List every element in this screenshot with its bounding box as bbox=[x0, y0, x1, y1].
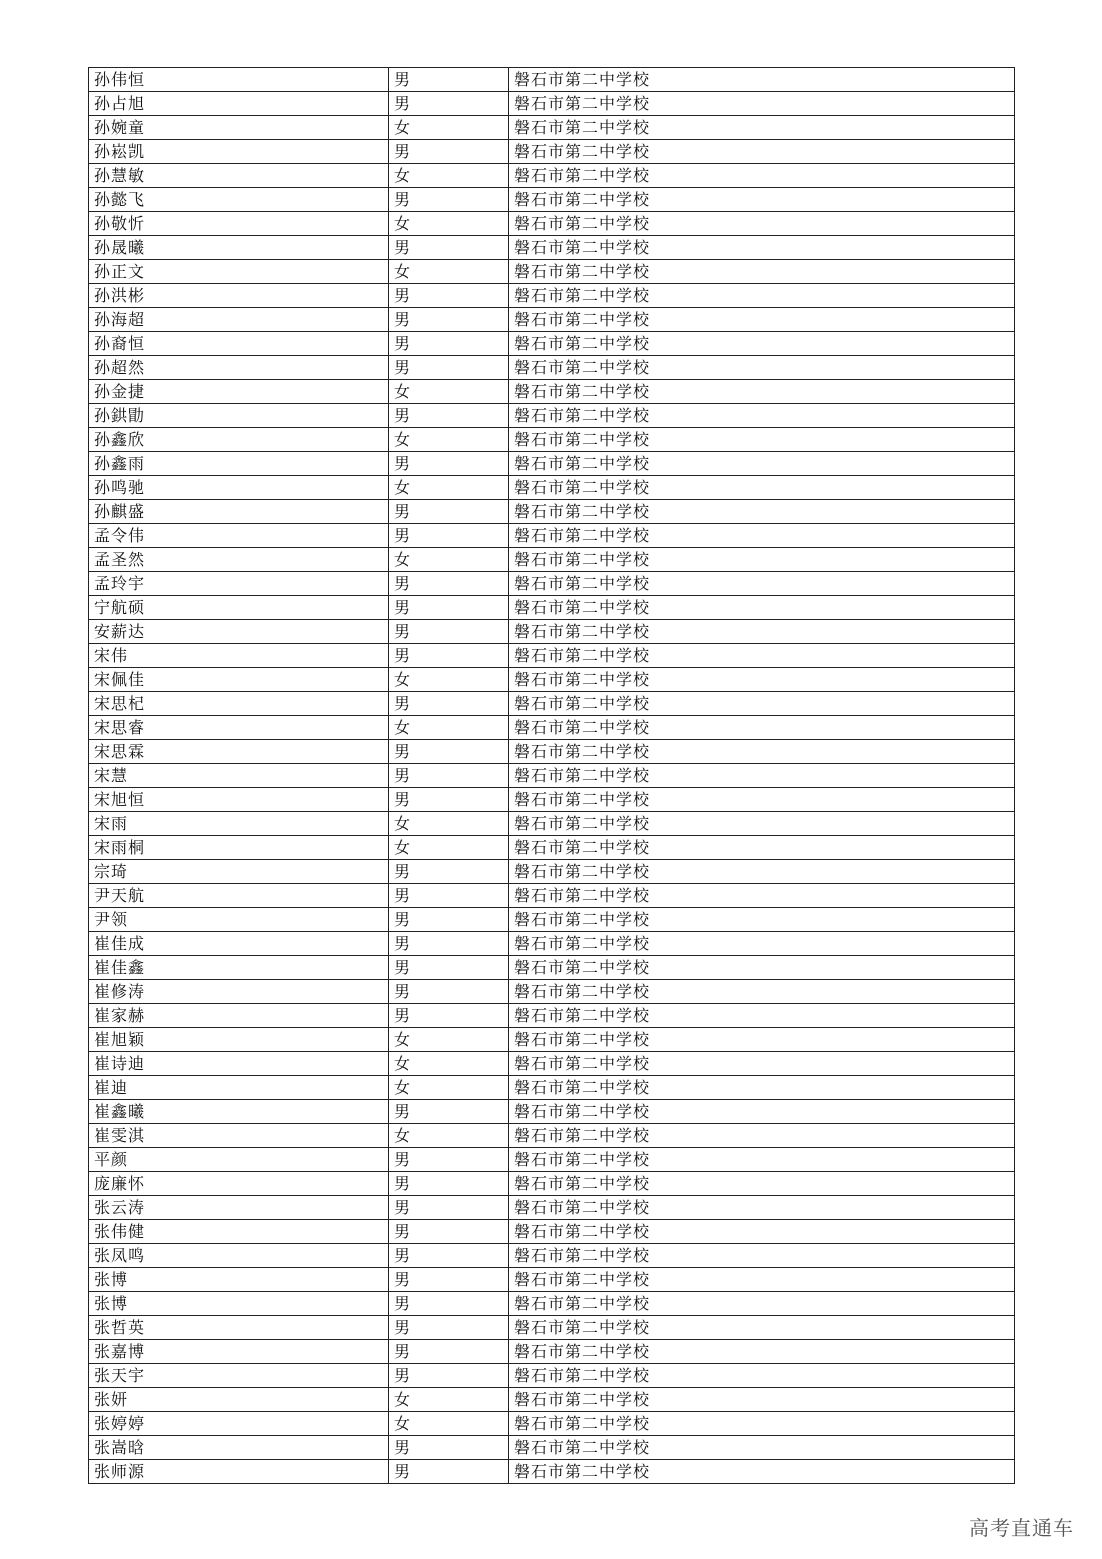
student-name-cell: 孙敬忻 bbox=[89, 212, 389, 236]
school-cell: 磐石市第二中学校 bbox=[509, 404, 1015, 428]
table-row bbox=[89, 1124, 1015, 1148]
gender-cell: 男 bbox=[389, 332, 509, 356]
school-cell: 磐石市第二中学校 bbox=[509, 1436, 1015, 1460]
gender-cell: 男 bbox=[389, 1316, 509, 1340]
school-cell: 磐石市第二中学校 bbox=[509, 884, 1015, 908]
school-cell: 磐石市第二中学校 bbox=[509, 956, 1015, 980]
table-row bbox=[89, 236, 1015, 260]
table-row bbox=[89, 428, 1015, 452]
gender-cell: 男 bbox=[389, 140, 509, 164]
student-name-cell: 孙懿飞 bbox=[89, 188, 389, 212]
student-name-cell: 孙金捷 bbox=[89, 380, 389, 404]
school-cell: 磐石市第二中学校 bbox=[509, 308, 1015, 332]
school-cell: 磐石市第二中学校 bbox=[509, 1100, 1015, 1124]
student-name-cell: 张博 bbox=[89, 1292, 389, 1316]
school-cell: 磐石市第二中学校 bbox=[509, 524, 1015, 548]
student-name-cell: 崔迪 bbox=[89, 1076, 389, 1100]
school-cell: 磐石市第二中学校 bbox=[509, 932, 1015, 956]
gender-cell: 男 bbox=[389, 1436, 509, 1460]
table-row bbox=[89, 380, 1015, 404]
student-name-cell: 宋雨 bbox=[89, 812, 389, 836]
student-name-cell: 孙超然 bbox=[89, 356, 389, 380]
school-cell: 磐石市第二中学校 bbox=[509, 356, 1015, 380]
student-name-cell: 崔佳成 bbox=[89, 932, 389, 956]
table-row bbox=[89, 164, 1015, 188]
school-cell: 磐石市第二中学校 bbox=[509, 1364, 1015, 1388]
student-name-cell: 孙鉷勖 bbox=[89, 404, 389, 428]
student-name-cell: 崔雯淇 bbox=[89, 1124, 389, 1148]
gender-cell: 男 bbox=[389, 1292, 509, 1316]
table-row bbox=[89, 740, 1015, 764]
student-name-cell: 宁航硕 bbox=[89, 596, 389, 620]
student-name-cell: 尹领 bbox=[89, 908, 389, 932]
table-row bbox=[89, 1364, 1015, 1388]
student-name-cell: 孙鸣驰 bbox=[89, 476, 389, 500]
table-row bbox=[89, 788, 1015, 812]
student-name-cell: 宋思睿 bbox=[89, 716, 389, 740]
gender-cell: 男 bbox=[389, 644, 509, 668]
table-row bbox=[89, 1388, 1015, 1412]
gender-cell: 男 bbox=[389, 1220, 509, 1244]
roster-body bbox=[89, 68, 1015, 1484]
student-roster-table bbox=[88, 67, 1015, 1484]
table-row bbox=[89, 548, 1015, 572]
gender-cell: 男 bbox=[389, 692, 509, 716]
student-name-cell: 孙崧凯 bbox=[89, 140, 389, 164]
table-row bbox=[89, 1244, 1015, 1268]
student-name-cell: 张师源 bbox=[89, 1460, 389, 1484]
student-name-cell: 崔家赫 bbox=[89, 1004, 389, 1028]
gender-cell: 男 bbox=[389, 1004, 509, 1028]
gender-cell: 女 bbox=[389, 836, 509, 860]
school-cell: 磐石市第二中学校 bbox=[509, 92, 1015, 116]
gender-cell: 男 bbox=[389, 1364, 509, 1388]
student-name-cell: 张哲英 bbox=[89, 1316, 389, 1340]
gender-cell: 男 bbox=[389, 956, 509, 980]
school-cell: 磐石市第二中学校 bbox=[509, 788, 1015, 812]
table-row bbox=[89, 764, 1015, 788]
school-cell: 磐石市第二中学校 bbox=[509, 476, 1015, 500]
school-cell: 磐石市第二中学校 bbox=[509, 836, 1015, 860]
gender-cell: 女 bbox=[389, 1124, 509, 1148]
table-row bbox=[89, 644, 1015, 668]
gender-cell: 男 bbox=[389, 1340, 509, 1364]
gender-cell: 男 bbox=[389, 92, 509, 116]
student-name-cell: 孙婉童 bbox=[89, 116, 389, 140]
school-cell: 磐石市第二中学校 bbox=[509, 116, 1015, 140]
table-row bbox=[89, 524, 1015, 548]
student-name-cell: 孟玲宇 bbox=[89, 572, 389, 596]
gender-cell: 男 bbox=[389, 1460, 509, 1484]
school-cell: 磐石市第二中学校 bbox=[509, 1316, 1015, 1340]
table-row bbox=[89, 404, 1015, 428]
table-row bbox=[89, 1412, 1015, 1436]
table-row bbox=[89, 956, 1015, 980]
gender-cell: 男 bbox=[389, 596, 509, 620]
student-name-cell: 崔旭颖 bbox=[89, 1028, 389, 1052]
table-row bbox=[89, 1340, 1015, 1364]
table-row bbox=[89, 836, 1015, 860]
watermark-text: 高考直通车 bbox=[969, 1516, 1074, 1540]
student-name-cell: 张博 bbox=[89, 1268, 389, 1292]
gender-cell: 女 bbox=[389, 1388, 509, 1412]
gender-cell: 男 bbox=[389, 1268, 509, 1292]
table-row bbox=[89, 1100, 1015, 1124]
table-row bbox=[89, 308, 1015, 332]
gender-cell: 女 bbox=[389, 476, 509, 500]
table-row bbox=[89, 188, 1015, 212]
student-name-cell: 张妍 bbox=[89, 1388, 389, 1412]
school-cell: 磐石市第二中学校 bbox=[509, 908, 1015, 932]
student-name-cell: 孙麒盛 bbox=[89, 500, 389, 524]
student-name-cell: 安薪达 bbox=[89, 620, 389, 644]
student-name-cell: 孙鑫雨 bbox=[89, 452, 389, 476]
gender-cell: 女 bbox=[389, 812, 509, 836]
school-cell: 磐石市第二中学校 bbox=[509, 212, 1015, 236]
gender-cell: 男 bbox=[389, 1148, 509, 1172]
table-row bbox=[89, 1028, 1015, 1052]
gender-cell: 男 bbox=[389, 764, 509, 788]
school-cell: 磐石市第二中学校 bbox=[509, 1124, 1015, 1148]
school-cell: 磐石市第二中学校 bbox=[509, 1292, 1015, 1316]
gender-cell: 男 bbox=[389, 404, 509, 428]
table-row bbox=[89, 668, 1015, 692]
student-name-cell: 崔鑫曦 bbox=[89, 1100, 389, 1124]
table-row bbox=[89, 260, 1015, 284]
table-row bbox=[89, 692, 1015, 716]
student-name-cell: 孙占旭 bbox=[89, 92, 389, 116]
school-cell: 磐石市第二中学校 bbox=[509, 668, 1015, 692]
school-cell: 磐石市第二中学校 bbox=[509, 1148, 1015, 1172]
student-name-cell: 平颜 bbox=[89, 1148, 389, 1172]
table-row bbox=[89, 1196, 1015, 1220]
student-name-cell: 张云涛 bbox=[89, 1196, 389, 1220]
gender-cell: 男 bbox=[389, 236, 509, 260]
gender-cell: 男 bbox=[389, 884, 509, 908]
gender-cell: 男 bbox=[389, 452, 509, 476]
table-row bbox=[89, 1172, 1015, 1196]
gender-cell: 女 bbox=[389, 380, 509, 404]
table-row bbox=[89, 68, 1015, 92]
student-name-cell: 孙伟恒 bbox=[89, 68, 389, 92]
school-cell: 磐石市第二中学校 bbox=[509, 1388, 1015, 1412]
gender-cell: 男 bbox=[389, 908, 509, 932]
student-name-cell: 张天宇 bbox=[89, 1364, 389, 1388]
gender-cell: 女 bbox=[389, 1052, 509, 1076]
gender-cell: 女 bbox=[389, 668, 509, 692]
student-name-cell: 宋思杞 bbox=[89, 692, 389, 716]
school-cell: 磐石市第二中学校 bbox=[509, 548, 1015, 572]
gender-cell: 男 bbox=[389, 572, 509, 596]
table-row bbox=[89, 1052, 1015, 1076]
gender-cell: 男 bbox=[389, 740, 509, 764]
school-cell: 磐石市第二中学校 bbox=[509, 620, 1015, 644]
table-row bbox=[89, 212, 1015, 236]
school-cell: 磐石市第二中学校 bbox=[509, 1196, 1015, 1220]
student-name-cell: 张嵩晗 bbox=[89, 1436, 389, 1460]
student-name-cell: 宋佩佳 bbox=[89, 668, 389, 692]
table-row bbox=[89, 620, 1015, 644]
student-name-cell: 庞廉怀 bbox=[89, 1172, 389, 1196]
table-row bbox=[89, 1292, 1015, 1316]
school-cell: 磐石市第二中学校 bbox=[509, 380, 1015, 404]
table-row bbox=[89, 812, 1015, 836]
gender-cell: 女 bbox=[389, 1076, 509, 1100]
table-row bbox=[89, 92, 1015, 116]
student-name-cell: 孙鑫欣 bbox=[89, 428, 389, 452]
gender-cell: 女 bbox=[389, 1412, 509, 1436]
gender-cell: 男 bbox=[389, 860, 509, 884]
school-cell: 磐石市第二中学校 bbox=[509, 1340, 1015, 1364]
school-cell: 磐石市第二中学校 bbox=[509, 68, 1015, 92]
table-row bbox=[89, 1436, 1015, 1460]
table-row bbox=[89, 332, 1015, 356]
table-row bbox=[89, 1076, 1015, 1100]
table-row bbox=[89, 284, 1015, 308]
table-row bbox=[89, 1316, 1015, 1340]
student-name-cell: 尹天航 bbox=[89, 884, 389, 908]
student-name-cell: 孙晟曦 bbox=[89, 236, 389, 260]
gender-cell: 男 bbox=[389, 356, 509, 380]
student-name-cell: 宗琦 bbox=[89, 860, 389, 884]
student-name-cell: 孟圣然 bbox=[89, 548, 389, 572]
gender-cell: 女 bbox=[389, 260, 509, 284]
student-name-cell: 孟令伟 bbox=[89, 524, 389, 548]
student-name-cell: 孙洪彬 bbox=[89, 284, 389, 308]
school-cell: 磐石市第二中学校 bbox=[509, 572, 1015, 596]
student-name-cell: 孙海超 bbox=[89, 308, 389, 332]
school-cell: 磐石市第二中学校 bbox=[509, 1268, 1015, 1292]
gender-cell: 女 bbox=[389, 164, 509, 188]
table-row bbox=[89, 116, 1015, 140]
school-cell: 磐石市第二中学校 bbox=[509, 260, 1015, 284]
gender-cell: 女 bbox=[389, 1028, 509, 1052]
school-cell: 磐石市第二中学校 bbox=[509, 452, 1015, 476]
school-cell: 磐石市第二中学校 bbox=[509, 716, 1015, 740]
school-cell: 磐石市第二中学校 bbox=[509, 140, 1015, 164]
student-name-cell: 宋思霖 bbox=[89, 740, 389, 764]
student-name-cell: 宋雨桐 bbox=[89, 836, 389, 860]
gender-cell: 男 bbox=[389, 500, 509, 524]
school-cell: 磐石市第二中学校 bbox=[509, 1412, 1015, 1436]
school-cell: 磐石市第二中学校 bbox=[509, 812, 1015, 836]
student-name-cell: 张嘉博 bbox=[89, 1340, 389, 1364]
table-row bbox=[89, 1268, 1015, 1292]
gender-cell: 男 bbox=[389, 308, 509, 332]
gender-cell: 男 bbox=[389, 1100, 509, 1124]
gender-cell: 男 bbox=[389, 788, 509, 812]
school-cell: 磐石市第二中学校 bbox=[509, 1460, 1015, 1484]
gender-cell: 男 bbox=[389, 1196, 509, 1220]
table-row bbox=[89, 1220, 1015, 1244]
school-cell: 磐石市第二中学校 bbox=[509, 1028, 1015, 1052]
table-row bbox=[89, 596, 1015, 620]
table-row bbox=[89, 716, 1015, 740]
student-name-cell: 宋慧 bbox=[89, 764, 389, 788]
school-cell: 磐石市第二中学校 bbox=[509, 692, 1015, 716]
student-name-cell: 张凤鸣 bbox=[89, 1244, 389, 1268]
table-row bbox=[89, 1004, 1015, 1028]
school-cell: 磐石市第二中学校 bbox=[509, 1004, 1015, 1028]
table-row bbox=[89, 476, 1015, 500]
gender-cell: 女 bbox=[389, 428, 509, 452]
gender-cell: 女 bbox=[389, 212, 509, 236]
student-name-cell: 崔修涛 bbox=[89, 980, 389, 1004]
school-cell: 磐石市第二中学校 bbox=[509, 740, 1015, 764]
student-name-cell: 宋旭恒 bbox=[89, 788, 389, 812]
student-name-cell: 宋伟 bbox=[89, 644, 389, 668]
gender-cell: 男 bbox=[389, 68, 509, 92]
school-cell: 磐石市第二中学校 bbox=[509, 428, 1015, 452]
student-name-cell: 孙正文 bbox=[89, 260, 389, 284]
table-row bbox=[89, 356, 1015, 380]
table-row bbox=[89, 884, 1015, 908]
gender-cell: 男 bbox=[389, 284, 509, 308]
school-cell: 磐石市第二中学校 bbox=[509, 1172, 1015, 1196]
school-cell: 磐石市第二中学校 bbox=[509, 596, 1015, 620]
student-name-cell: 崔佳鑫 bbox=[89, 956, 389, 980]
gender-cell: 男 bbox=[389, 932, 509, 956]
school-cell: 磐石市第二中学校 bbox=[509, 980, 1015, 1004]
school-cell: 磐石市第二中学校 bbox=[509, 1220, 1015, 1244]
gender-cell: 男 bbox=[389, 980, 509, 1004]
school-cell: 磐石市第二中学校 bbox=[509, 1052, 1015, 1076]
school-cell: 磐石市第二中学校 bbox=[509, 1076, 1015, 1100]
school-cell: 磐石市第二中学校 bbox=[509, 860, 1015, 884]
student-name-cell: 孙慧敏 bbox=[89, 164, 389, 188]
school-cell: 磐石市第二中学校 bbox=[509, 1244, 1015, 1268]
gender-cell: 女 bbox=[389, 116, 509, 140]
gender-cell: 男 bbox=[389, 188, 509, 212]
school-cell: 磐石市第二中学校 bbox=[509, 188, 1015, 212]
table-row bbox=[89, 452, 1015, 476]
gender-cell: 女 bbox=[389, 716, 509, 740]
table-row bbox=[89, 1460, 1015, 1484]
student-name-cell: 孙裔恒 bbox=[89, 332, 389, 356]
student-name-cell: 张伟健 bbox=[89, 1220, 389, 1244]
gender-cell: 男 bbox=[389, 1172, 509, 1196]
school-cell: 磐石市第二中学校 bbox=[509, 332, 1015, 356]
school-cell: 磐石市第二中学校 bbox=[509, 284, 1015, 308]
gender-cell: 女 bbox=[389, 548, 509, 572]
table-row bbox=[89, 860, 1015, 884]
school-cell: 磐石市第二中学校 bbox=[509, 764, 1015, 788]
school-cell: 磐石市第二中学校 bbox=[509, 644, 1015, 668]
table-row bbox=[89, 500, 1015, 524]
table-row bbox=[89, 140, 1015, 164]
table-row bbox=[89, 908, 1015, 932]
gender-cell: 男 bbox=[389, 1244, 509, 1268]
school-cell: 磐石市第二中学校 bbox=[509, 164, 1015, 188]
table-row bbox=[89, 1148, 1015, 1172]
student-name-cell: 崔诗迪 bbox=[89, 1052, 389, 1076]
gender-cell: 男 bbox=[389, 524, 509, 548]
school-cell: 磐石市第二中学校 bbox=[509, 236, 1015, 260]
table-row bbox=[89, 980, 1015, 1004]
school-cell: 磐石市第二中学校 bbox=[509, 500, 1015, 524]
table-row bbox=[89, 572, 1015, 596]
student-name-cell: 张婷婷 bbox=[89, 1412, 389, 1436]
gender-cell: 男 bbox=[389, 620, 509, 644]
table-row bbox=[89, 932, 1015, 956]
